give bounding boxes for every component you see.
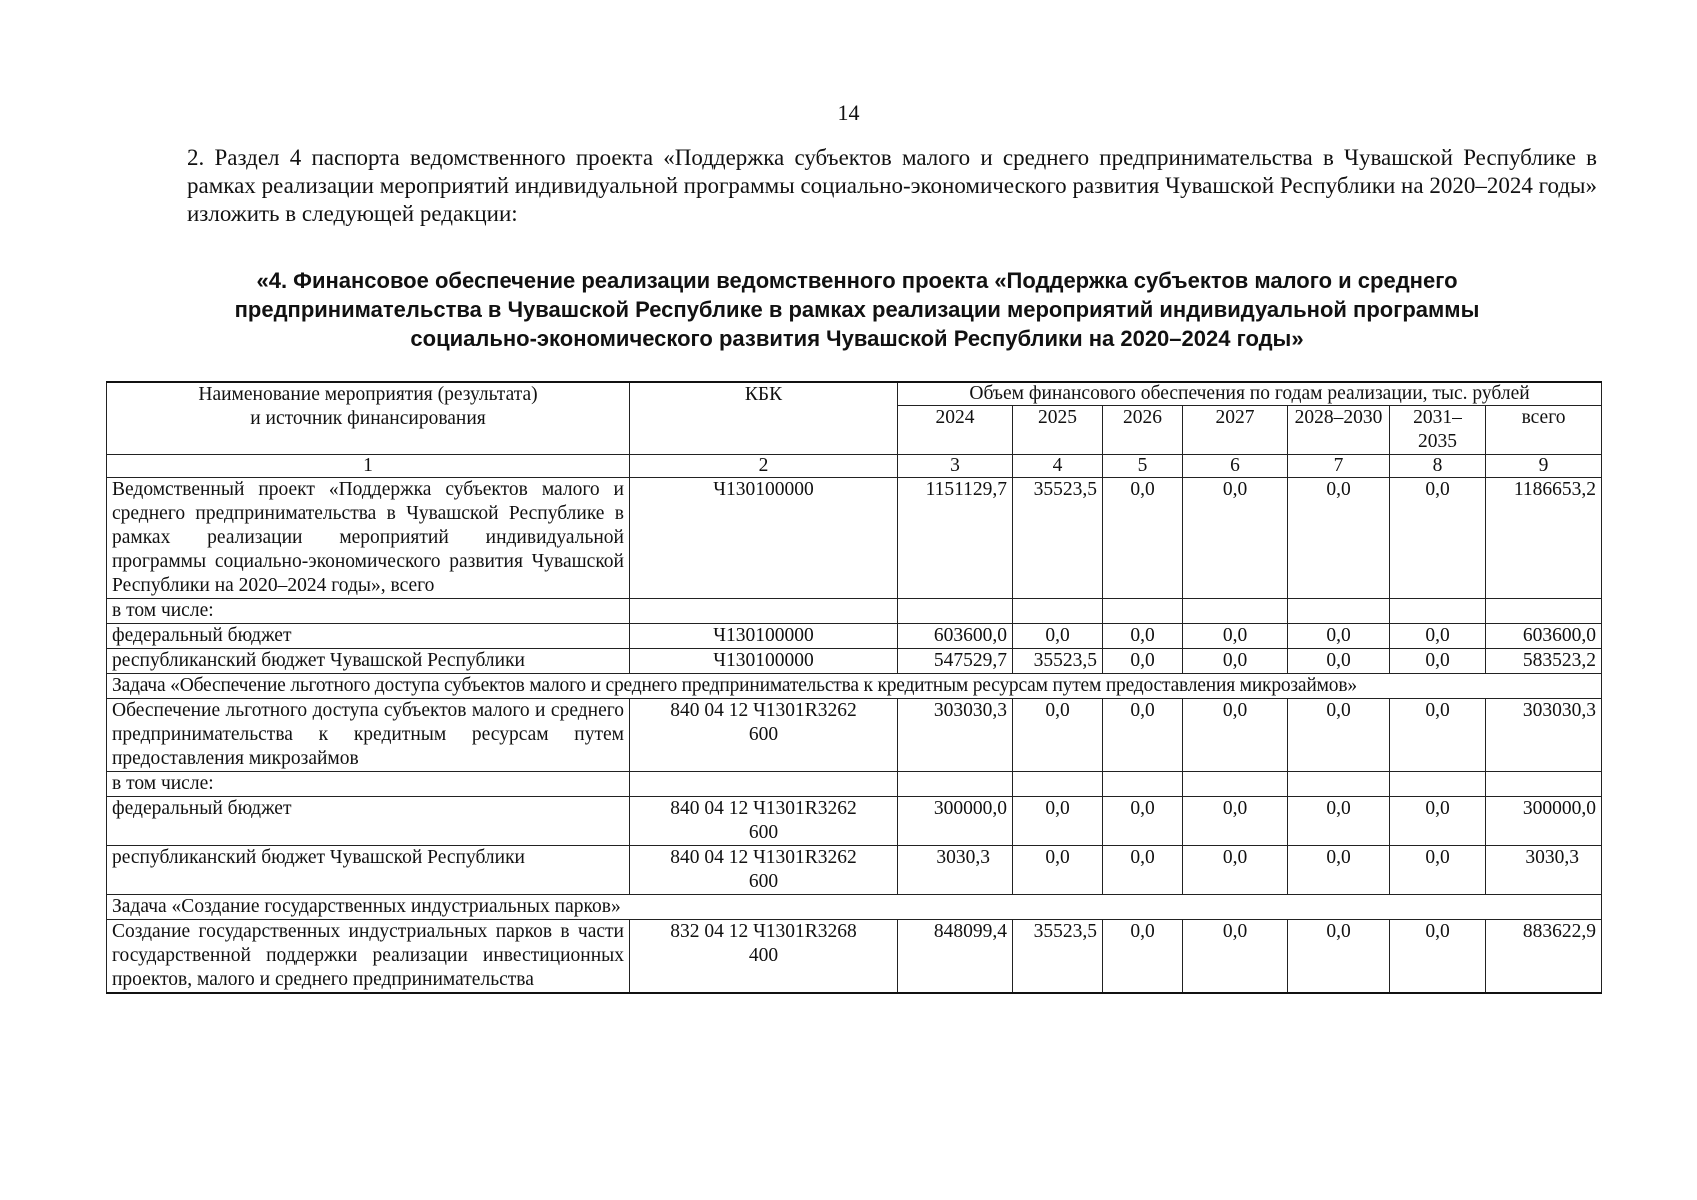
- kbk-line: 832 04 12 Ч1301R3268: [670, 921, 857, 942]
- row-kbk: [630, 846, 898, 895]
- row-value-2031-2035: 0,0: [1390, 478, 1486, 599]
- row-value-2028-2030: 0,0: [1288, 624, 1390, 649]
- row-value-2028-2030: 0,0: [1288, 478, 1390, 599]
- table-row-task: [107, 895, 1602, 920]
- header-year: 2025: [1013, 406, 1103, 455]
- row-value-2031-2035: 0,0: [1390, 624, 1486, 649]
- kbk-line: 840 04 12 Ч1301R3262: [670, 700, 857, 721]
- row-name: в том числе:: [107, 772, 630, 797]
- column-number: 6: [1183, 455, 1288, 478]
- row-name: федеральный бюджет: [107, 624, 630, 649]
- page-number: 14: [837, 100, 860, 125]
- row-value-total: 3030,3: [1486, 846, 1602, 895]
- header-name-col: [107, 382, 630, 455]
- row-value-total: 300000,0: [1486, 797, 1602, 846]
- row-value-2025: 0,0: [1013, 846, 1103, 895]
- row-kbk: [630, 797, 898, 846]
- row-name: Обеспечение льготного доступа субъектов малого и среднего предпринимательства к кредитным ресурсам путем предоставления микрозаймов: [107, 699, 630, 772]
- row-value-2028-2030: 0,0: [1288, 920, 1390, 994]
- column-number: 2: [630, 455, 898, 478]
- table-row-federal: [107, 797, 1602, 846]
- table-row-task: [107, 674, 1602, 699]
- column-number: 7: [1288, 455, 1390, 478]
- header-kbk: КБК: [630, 382, 898, 455]
- row-value-2027: 0,0: [1183, 624, 1288, 649]
- row-value-2028-2030: 0,0: [1288, 699, 1390, 772]
- row-value-2027: 0,0: [1183, 649, 1288, 674]
- row-kbk: [630, 920, 898, 994]
- row-value-2025: 0,0: [1013, 699, 1103, 772]
- row-value-2024: 603600,0: [898, 624, 1013, 649]
- row-value-2025: 35523,5: [1013, 649, 1103, 674]
- row-kbk: Ч130100000: [630, 624, 898, 649]
- row-value-2026: 0,0: [1103, 478, 1183, 599]
- column-number: 1: [107, 455, 630, 478]
- row-value-2024: 3030,3: [898, 846, 1013, 895]
- row-name: в том числе:: [107, 599, 630, 624]
- row-value-2028-2030: 0,0: [1288, 846, 1390, 895]
- row-value-2027: 0,0: [1183, 797, 1288, 846]
- row-kbk: Ч130100000: [630, 478, 898, 599]
- row-value-2024: 303030,3: [898, 699, 1013, 772]
- column-number: 3: [898, 455, 1013, 478]
- row-value-2031-2035: 0,0: [1390, 649, 1486, 674]
- task-title: Задача «Обеспечение льготного доступа субъектов малого и среднего предпринимательства к кредитным ресурсам путем предоставления микрозаймов»: [107, 674, 1602, 699]
- row-name: Ведомственный проект «Поддержка субъектов малого и среднего предпринимательства в Чувашской Республике в рамках реализации мероприятий индивидуальной программы социально-экономического развития Чувашской Республики на 2020–2024 годы», всего: [107, 478, 630, 599]
- row-value-total: 883622,9: [1486, 920, 1602, 994]
- table-row-measure: [107, 699, 1602, 772]
- intro-paragraph: [117, 144, 1597, 228]
- row-kbk: Ч130100000: [630, 649, 898, 674]
- kbk-line: 840 04 12 Ч1301R3262: [670, 798, 857, 819]
- column-number: 5: [1103, 455, 1183, 478]
- row-value-2024: 1151129,7: [898, 478, 1013, 599]
- row-name: федеральный бюджет: [107, 797, 630, 846]
- task-title: Задача «Создание государственных индустриальных парков»: [107, 895, 1602, 920]
- row-value-2027: 0,0: [1183, 699, 1288, 772]
- table-row-measure: [107, 920, 1602, 994]
- table-row-republic: [107, 846, 1602, 895]
- table-row-project-total: [107, 478, 1602, 599]
- kbk-line: 600: [748, 871, 779, 892]
- header-year: 2028–2030: [1288, 406, 1390, 455]
- row-value-2031-2035: 0,0: [1390, 797, 1486, 846]
- row-value-2025: 0,0: [1013, 624, 1103, 649]
- row-value-2026: 0,0: [1103, 624, 1183, 649]
- row-value-total: 303030,3: [1486, 699, 1602, 772]
- row-name: Создание государственных индустриальных парков в части государственной поддержки реализации инвестиционных проектов, малого и среднего предпринимательства: [107, 920, 630, 994]
- header-name-line: Наименование мероприятия (результата): [198, 384, 538, 405]
- row-value-2028-2030: 0,0: [1288, 649, 1390, 674]
- section-title-line: предпринимательства в Чувашской Республике в рамках реализации мероприятий индивидуальной программы: [234, 297, 1480, 322]
- row-value-total: 603600,0: [1486, 624, 1602, 649]
- financing-table: [106, 381, 1602, 994]
- row-value-2024: 547529,7: [898, 649, 1013, 674]
- row-value-2027: 0,0: [1183, 478, 1288, 599]
- kbk-line: 600: [748, 724, 779, 745]
- table-row-republic: [107, 649, 1602, 674]
- row-value-2025: 35523,5: [1013, 920, 1103, 994]
- row-value-2027: 0,0: [1183, 846, 1288, 895]
- column-number: 9: [1486, 455, 1602, 478]
- row-value-2026: 0,0: [1103, 649, 1183, 674]
- header-year: 2026: [1103, 406, 1183, 455]
- kbk-line: 600: [748, 822, 779, 843]
- row-name: республиканский бюджет Чувашской Республики: [107, 649, 630, 674]
- table-row-including: [107, 599, 1602, 624]
- row-value-2026: 0,0: [1103, 797, 1183, 846]
- row-value-2027: 0,0: [1183, 920, 1288, 994]
- column-numbers-row: [107, 455, 1602, 478]
- table-row-federal: [107, 624, 1602, 649]
- row-value-2031-2035: 0,0: [1390, 699, 1486, 772]
- column-number: 4: [1013, 455, 1103, 478]
- row-value-2025: 0,0: [1013, 797, 1103, 846]
- row-value-2024: 848099,4: [898, 920, 1013, 994]
- table-row-including: [107, 772, 1602, 797]
- row-value-2031-2035: 0,0: [1390, 846, 1486, 895]
- section-title-line: «4. Финансовое обеспечение реализации ведомственного проекта «Поддержка субъектов малого и среднего: [256, 268, 1458, 293]
- section-title: [117, 266, 1597, 353]
- header-name-line: и источник финансирования: [250, 408, 486, 429]
- header-year: 2024: [898, 406, 1013, 455]
- row-value-2026: 0,0: [1103, 920, 1183, 994]
- header-year: 2027: [1183, 406, 1288, 455]
- row-value-total: 1186653,2: [1486, 478, 1602, 599]
- header-volume-group: Объем финансового обеспечения по годам реализации, тыс. рублей: [898, 382, 1602, 406]
- row-value-2031-2035: 0,0: [1390, 920, 1486, 994]
- row-value-total: 583523,2: [1486, 649, 1602, 674]
- kbk-line: 400: [748, 945, 779, 966]
- header-year-total: всего: [1486, 406, 1602, 455]
- row-name: республиканский бюджет Чувашской Республики: [107, 846, 630, 895]
- row-value-2025: 35523,5: [1013, 478, 1103, 599]
- intro-text: 2. Раздел 4 паспорта ведомственного проекта «Поддержка субъектов малого и среднего предпринимательства в Чувашской Республике в рамках реализации мероприятий индивидуальной программы социально-экономического развития Чувашской Республики на 2020–2024 годы» изложить в следующей редакции:: [187, 145, 1597, 226]
- section-title-line: социально-экономического развития Чувашской Республики на 2020–2024 годы»: [410, 326, 1304, 351]
- header-row: [107, 382, 1602, 406]
- row-value-2026: 0,0: [1103, 699, 1183, 772]
- row-value-2026: 0,0: [1103, 846, 1183, 895]
- kbk-line: 840 04 12 Ч1301R3262: [670, 847, 857, 868]
- row-kbk: [630, 699, 898, 772]
- header-year: 2031–2035: [1390, 406, 1486, 455]
- column-number: 8: [1390, 455, 1486, 478]
- row-value-2028-2030: 0,0: [1288, 797, 1390, 846]
- row-value-2024: 300000,0: [898, 797, 1013, 846]
